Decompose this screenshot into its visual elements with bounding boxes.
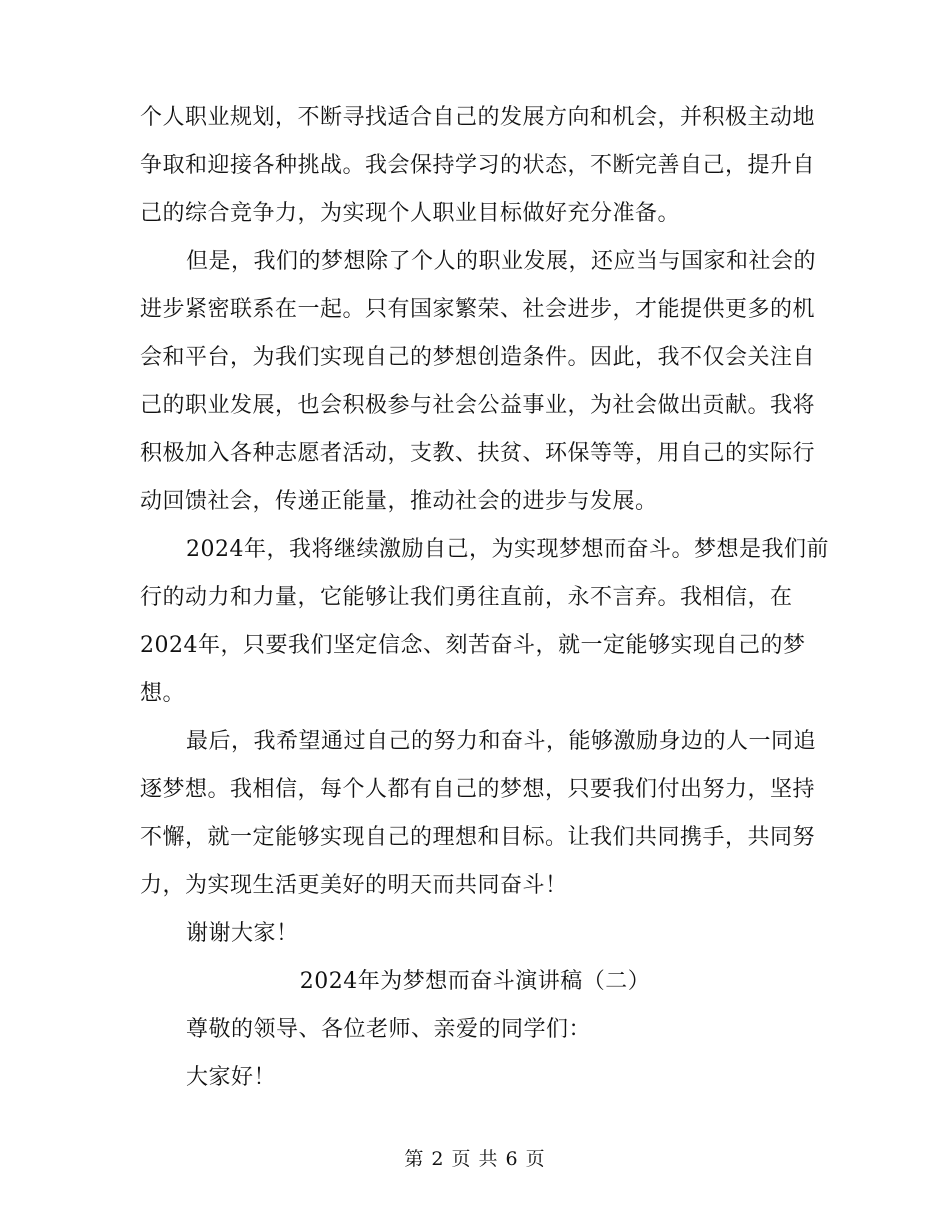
paragraph-1-line-3: 己的综合竞争力，为实现个人职业目标做好充分准备。 [140, 201, 681, 226]
paragraph-2-line-4: 己的职业发展，也会积极参与社会公益事业，为社会做出贡献。我将 [140, 393, 816, 418]
paragraph-2-line-3: 会和平台，为我们实现自己的梦想创造条件。因此，我不仅会关注自 [140, 345, 816, 370]
greeting: 大家好！ [186, 1065, 277, 1090]
paragraph-3-line-1: 2024年，我将继续激励自己，为实现梦想而奋斗。梦想是我们前 [186, 537, 829, 562]
paragraph-2-line-5: 积极加入各种志愿者活动，支教、扶贫、环保等等，用自己的实际行 [140, 441, 816, 466]
paragraph-2-line-1: 但是，我们的梦想除了个人的职业发展，还应当与国家和社会的 [186, 249, 817, 274]
closing-line: 谢谢大家！ [186, 921, 299, 946]
paragraph-1-line-2: 争取和迎接各种挑战。我会保持学习的状态，不断完善自己，提升自 [140, 153, 816, 178]
paragraph-3-line-4: 想。 [140, 681, 186, 706]
paragraph-4-line-2: 逐梦想。我相信，每个人都有自己的梦想，只要我们付出努力，坚持 [140, 777, 816, 802]
paragraph-3-line-3: 2024年，只要我们坚定信念、刻苦奋斗，就一定能够实现自己的梦 [140, 633, 806, 658]
paragraph-4-line-4: 力，为实现生活更美好的明天而共同奋斗！ [140, 873, 568, 898]
salutation: 尊敬的领导、各位老师、亲爱的同学们： [186, 1017, 592, 1042]
paragraph-4-line-3: 不懈，就一定能够实现自己的理想和目标。让我们共同携手，共同努 [140, 825, 816, 850]
paragraph-2-line-2: 进步紧密联系在一起。只有国家繁荣、社会进步，才能提供更多的机 [140, 297, 816, 322]
page-footer: 第 2 页 共 6 页 [404, 1148, 546, 1170]
paragraph-2-line-6: 动回馈社会，传递正能量，推动社会的进步与发展。 [140, 489, 658, 514]
section-title: 2024年为梦想而奋斗演讲稿（二） [299, 969, 651, 994]
paragraph-4-line-1: 最后，我希望通过自己的努力和奋斗，能够激励身边的人一同追 [186, 729, 817, 754]
paragraph-1-line-1: 个人职业规划，不断寻找适合自己的发展方向和机会，并积极主动地 [140, 105, 816, 130]
paragraph-3-line-2: 行的动力和力量，它能够让我们勇往直前，永不言弃。我相信，在 [140, 585, 793, 610]
